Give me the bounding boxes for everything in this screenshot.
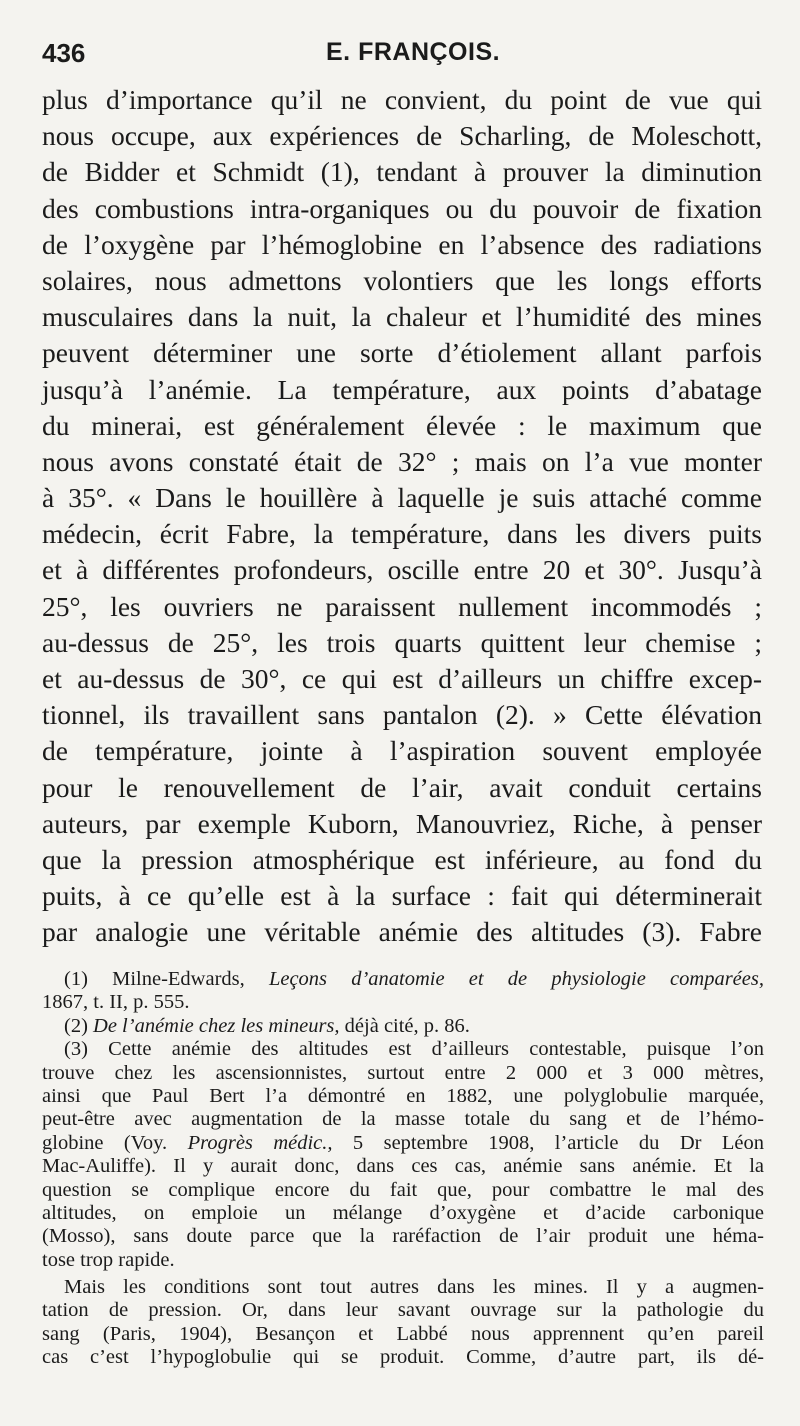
- text-line: solaires, nous admettons volontiers que les longs efforts: [42, 264, 762, 296]
- text-line: tionnel, ils travaillent sans pantalon (2). » Cette élévation: [42, 699, 762, 731]
- text-line: puits, à ce qu’elle est à la surface : fait qui déterminerait: [42, 880, 762, 912]
- footnotes: [42, 968, 764, 1370]
- footnote-continuation-line: sang (Paris, 1904), Besançon et Labbé nous apprennent qu’en pareil: [42, 1322, 764, 1345]
- footnote-continuation-line: cas c’est l’hypoglobulie qui se produit. Comme, d’autre part, ils dé-: [42, 1346, 764, 1369]
- text-line: au-dessus de 25°, les trois quarts quittent leur chemise ;: [42, 626, 762, 658]
- footnote-3-line: tose trop rapide.: [42, 1248, 175, 1271]
- text-line: et au-dessus de 30°, ce qui est d’ailleurs un chiffre excep-: [42, 663, 762, 694]
- footnote-3-line: trouve chez les ascensionnistes, surtout entre 2 000 et 3 000 mètres,: [42, 1061, 764, 1084]
- footnote-3-line: ainsi que Paul Bert l’a démontré en 1882, une polyglobulie marquée,: [42, 1084, 764, 1107]
- footnote-3-line: altitudes, on emploie un mélange d’oxygène et d’acide carbonique: [42, 1201, 764, 1224]
- footnote-3-line: globine (Voy. Progrès médic., 5 septembre 1908, l’article du Dr Léon: [42, 1131, 764, 1154]
- footnote-1-line: 1867, t. II, p. 555.: [42, 991, 190, 1014]
- text-line: par analogie une véritable anémie des altitudes (3). Fabre: [42, 916, 762, 948]
- text-line: des combustions intra-organiques ou du pouvoir de fixation: [42, 192, 762, 224]
- text-line: à 35°. « Dans le houillère à laquelle je suis attaché comme: [42, 482, 762, 514]
- footnote-3-line: (Mosso), sans doute parce que la raréfaction de l’air produit une héma-: [42, 1225, 764, 1248]
- page-number: 436: [42, 38, 86, 68]
- main-text: [42, 82, 762, 951]
- text-line: plus d’importance qu’il ne convient, du point de vue qui: [42, 84, 762, 115]
- text-line: jusqu’à l’anémie. La température, aux points d’abatage: [42, 373, 762, 405]
- text-line: de l’oxygène par l’hémoglobine en l’absence des radiations: [42, 228, 762, 260]
- footnote-3-line: (3) Cette anémie des altitudes est d’ailleurs contestable, puisque l’on: [64, 1038, 764, 1061]
- text-line: que la pression atmosphérique est inférieure, au fond du: [42, 843, 762, 875]
- text-line: nous occupe, aux expériences de Scharling, de Moleschott,: [42, 120, 762, 152]
- running-head: [42, 34, 762, 70]
- text-line: de Bidder et Schmidt (1), tendant à prouver la diminution: [42, 156, 762, 188]
- text-line: médecin, écrit Fabre, la température, dans les divers puits: [42, 518, 762, 550]
- text-line: peuvent déterminer une sorte d’étiolement allant parfois: [42, 337, 762, 369]
- footnote-2: (2) De l’anémie chez les mineurs, déjà cité, p. 86.: [64, 1014, 470, 1037]
- text-line: de température, jointe à l’aspiration souvent employée: [42, 735, 762, 767]
- text-line: auteurs, par exemple Kuborn, Manouvriez, Riche, à penser: [42, 807, 762, 839]
- text-line: pour le renouvellement de l’air, avait conduit certains: [42, 771, 762, 803]
- footnote-1-line: (1) Milne-Edwards, Leçons d’anatomie et de physiologie comparées,: [64, 968, 764, 990]
- text-line: nous avons constaté était de 32° ; mais on l’a vue monter: [42, 445, 762, 477]
- footnote-3-line: question se complique encore du fait que, pour combattre le mal des: [42, 1178, 764, 1201]
- footnote-3-line: Mac-Auliffe). Il y aurait donc, dans ces cas, anémie sans anémie. Et la: [42, 1155, 764, 1178]
- footnote-continuation-line: Mais les conditions sont tout autres dans les mines. Il y a augmen-: [64, 1276, 764, 1299]
- text-line: du minerai, est généralement élevée : le maximum que: [42, 409, 762, 441]
- footnote-continuation-line: tation de pression. Or, dans leur savant ouvrage sur la pathologie du: [42, 1299, 764, 1322]
- text-line: musculaires dans la nuit, la chaleur et l’humidité des mines: [42, 301, 762, 333]
- text-line: et à différentes profondeurs, oscille entre 20 et 30°. Jusqu’à: [42, 554, 762, 586]
- footnote-3-line: peut-être avec augmentation de la masse totale du sang et de l’hémo-: [42, 1108, 764, 1131]
- running-head-author: E. FRANÇOIS.: [326, 38, 501, 66]
- text-line: 25°, les ouvriers ne paraissent nullement incommodés ;: [42, 590, 762, 622]
